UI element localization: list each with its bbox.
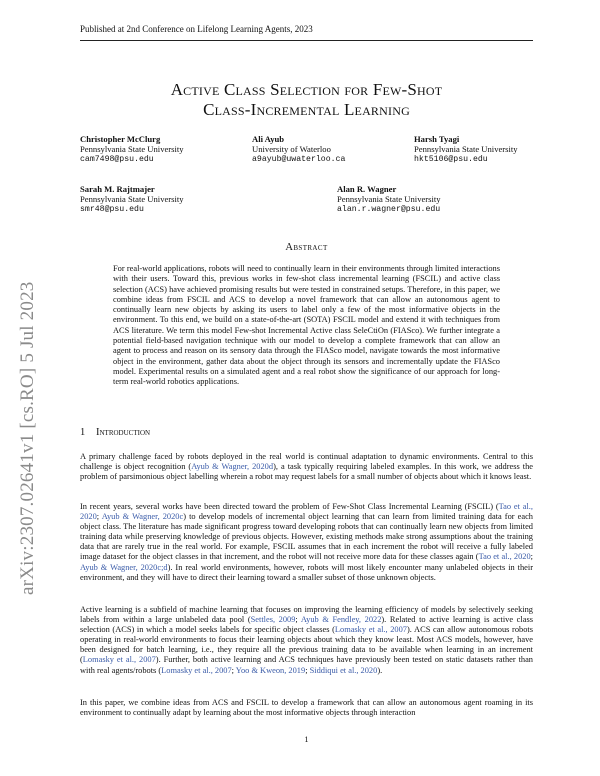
text-run: ) to develop models of incremental object learning that can learn from limited training data for each object class. The literature has made significant progress toward developing robots that can continually learn new objects from limited training data while preserving knowledge of previous objects. However, existing methods make strong assumptions about the training data that are rarely true in the real world. For example, FSCIL assumes that in each increment the robot will receive a fully labeled image dataset for the object classes in that increment, and the robot will not receive more data for these classes again ( <box>80 512 533 562</box>
section-title: Introduction <box>96 427 151 438</box>
arxiv-stamp-text: arXiv:2307.02641v1 [cs.RO] 5 Jul 2023 <box>17 281 38 595</box>
section-heading <box>80 427 150 438</box>
text-run: ; <box>305 665 310 675</box>
text-run: ; <box>96 512 102 522</box>
author-name: Sarah M. Rajtmajer <box>80 184 155 194</box>
text-run: A primary challenge faced by robots deployed in the real world is continual adaptation to dynamic environments. Central to this challenge is object recognition ( <box>80 452 533 472</box>
paragraph <box>80 605 533 676</box>
title-line-1: Active Class Selection for Few-Shot <box>170 80 443 99</box>
text-run: ). In real world environments, however, robots will most likely encounter many unlabeled objects in their environment, and they will have to direct their learning toward a smaller subset of those unknown objects. <box>80 562 533 582</box>
conference-header: Published at 2nd Conference on Lifelong Learning Agents, 2023 <box>80 24 313 34</box>
text-run: In recent years, several works have been directed toward the problem of Few-Shot Class Incremental Learning (FSCIL) ( <box>80 502 499 511</box>
citation-link[interactable]: Ayub & Wagner, 2020d <box>191 462 274 472</box>
author-affiliation: Pennsylvania State University <box>337 194 441 205</box>
title-line-2: Class-Incremental Learning <box>203 100 410 119</box>
author-affiliation: Pennsylvania State University <box>80 194 184 205</box>
author-email: a9ayub@uwaterloo.ca <box>252 154 346 164</box>
text-run: Active learning is a subfield of machine learning that focuses on improving the learning efficiency of models by selectively seeking labels from within a large unlabeled data pool ( <box>80 605 533 625</box>
abstract-heading: Abstract <box>285 242 328 253</box>
author-name: Alan R. Wagner <box>337 184 397 194</box>
author-block <box>80 184 184 215</box>
text-run: ; <box>231 665 236 675</box>
page-number: 1 <box>304 735 309 744</box>
author-name: Christopher McClurg <box>80 134 161 144</box>
header-rule <box>80 40 533 41</box>
author-email: smr48@psu.edu <box>80 204 144 214</box>
citation-link[interactable]: Ayub & Fendley, 2022 <box>300 615 382 625</box>
citation-link[interactable]: Tao et al., 2020 <box>478 552 531 562</box>
citation-link[interactable]: Tao et al., 2020 <box>80 502 533 522</box>
author-affiliation: Pennsylvania State University <box>80 144 184 155</box>
author-name: Ali Ayub <box>252 134 285 144</box>
text-run: ), a task typically requiring labeled examples. In this work, we address the problem of parsimonious object labelling wherein a robot may request labels for a small number of objects about which it knows least. <box>80 462 533 482</box>
author-block <box>80 134 184 165</box>
text-run: ). ACS can allow autonomous robots operating in real-world environments to focus their learning objects about which they know least. Most ACS models, however, have been designed for batch learning, i.e., they require all the previous training data to be available when learning in an increment ( <box>80 625 533 665</box>
text-run: ). Related to active learning is active class selection (ACS) in which a model seeks labels for specific object classes ( <box>80 615 533 635</box>
text-run: ; <box>530 552 533 562</box>
citation-link[interactable]: Lomasky et al., 2007 <box>334 625 407 635</box>
citation-link[interactable]: Yoo & Kweon, 2019 <box>235 665 306 675</box>
author-block <box>252 134 345 165</box>
author-email: hkt5106@psu.edu <box>414 154 488 164</box>
text-run: ). Further, both active learning and ACS techniques have previously been tested on static datasets rather than with real agents/robots ( <box>80 655 533 675</box>
text-run: ; <box>295 615 301 625</box>
citation-link[interactable]: Ayub & Wagner, 2020c <box>101 512 184 522</box>
section-number: 1 <box>80 427 86 438</box>
arxiv-stamp <box>8 175 48 595</box>
citation-link[interactable]: Ayub & Wagner, 2020c;d <box>80 562 168 572</box>
paragraph <box>80 502 533 583</box>
citation-link[interactable]: Lomasky et al., 2007 <box>161 665 232 675</box>
author-name: Harsh Tyagi <box>414 134 460 144</box>
citation-link[interactable]: Lomasky et al., 2007 <box>82 655 156 665</box>
author-email: alan.r.wagner@psu.edu <box>337 204 441 214</box>
author-block <box>414 134 518 165</box>
text-run: ). <box>377 665 383 675</box>
citation-link[interactable]: Settles, 2009 <box>250 615 296 625</box>
author-affiliation: Pennsylvania State University <box>414 144 518 155</box>
author-block <box>337 184 441 215</box>
author-affiliation: University of Waterloo <box>252 144 331 155</box>
paper-title <box>80 80 533 120</box>
paragraph <box>80 452 533 482</box>
abstract-text: For real-world applications, robots will need to continually learn in their environments through limited interactions with their users. Toward this, previous works in few-shot class incremental learning (FSCIL) and active class selection (ACS) have achieved promising results but were tested in constrained setups. Therefore, in this paper, we combine ideas from FSCIL and ACS to develop a novel framework that can allow an autonomous agent to continually learn new objects by asking its users to label only a few of the most informative objects in the environment. To this end, we build on a state-of-the-art (SOTA) FSCIL model and extend it with techniques from ACS literature. We term this model Few-shot Incremental Active class SeleCtiOn (FIASco). We further integrate a potential field-based navigation technique with our model to develop a complete framework that can allow an agent to process and reason on its sensory data through the FIASco model, navigate towards the most informative object in the environment, gather data about the object through its sensors and incrementally update the FIASco model. Experimental results on a simulated agent and a real robot show the significance of our approach for long-term real-world robotics applications. <box>113 264 500 387</box>
citation-link[interactable]: Siddiqui et al., 2020 <box>309 665 378 675</box>
paragraph: In this paper, we combine ideas from ACS and FSCIL to develop a framework that can allow an autonomous agent roaming in its environment to continually adapt by learning about the most informative objects through interaction <box>80 698 533 718</box>
author-email: cam7498@psu.edu <box>80 154 154 164</box>
